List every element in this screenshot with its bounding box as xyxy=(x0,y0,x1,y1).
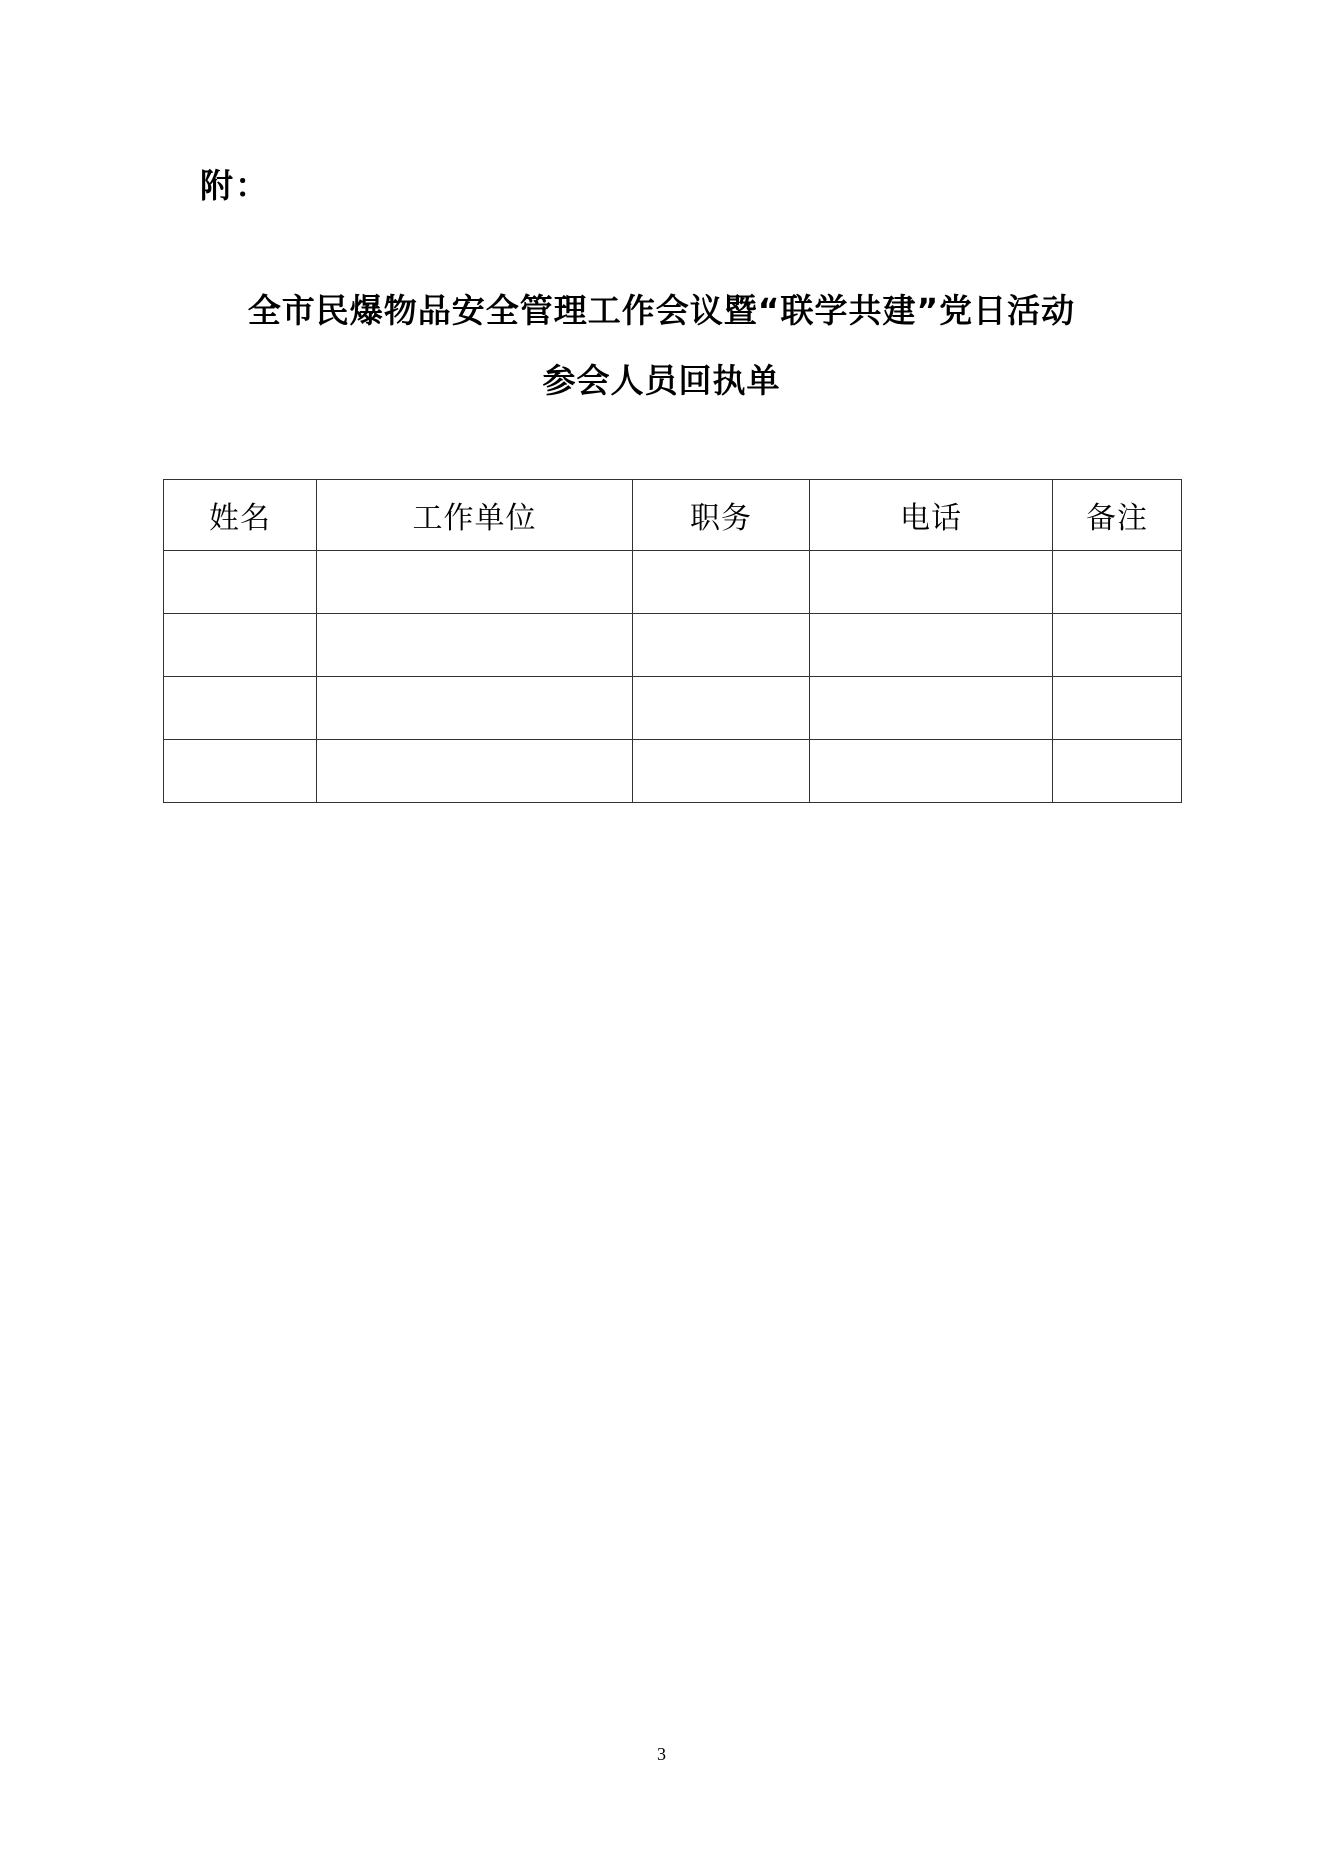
table-cell-name[interactable] xyxy=(164,551,317,614)
header-remarks: 备注 xyxy=(1053,480,1182,551)
attendee-receipt-table xyxy=(163,479,1182,803)
document-title-line-2: 参会人员回执单 xyxy=(542,361,781,400)
page-number: 3 xyxy=(657,1744,666,1764)
table-cell-work-unit[interactable] xyxy=(317,551,633,614)
table-cell-position[interactable] xyxy=(633,740,810,803)
table-row xyxy=(164,677,1182,740)
table-cell-remarks[interactable] xyxy=(1053,551,1182,614)
table-cell-work-unit[interactable] xyxy=(317,614,633,677)
header-name: 姓名 xyxy=(164,480,317,551)
table-cell-position[interactable] xyxy=(633,614,810,677)
table-row xyxy=(164,551,1182,614)
table-cell-position[interactable] xyxy=(633,677,810,740)
document-title-line-1: 全市民爆物品安全管理工作会议暨“联学共建”党日活动 xyxy=(247,291,1076,330)
table-cell-work-unit[interactable] xyxy=(317,740,633,803)
table-cell-phone[interactable] xyxy=(810,614,1053,677)
table-row xyxy=(164,740,1182,803)
table-cell-name[interactable] xyxy=(164,740,317,803)
header-work-unit: 工作单位 xyxy=(317,480,633,551)
attachment-label: 附： xyxy=(200,166,270,205)
header-position: 职务 xyxy=(633,480,810,551)
table-cell-remarks[interactable] xyxy=(1053,740,1182,803)
table-cell-position[interactable] xyxy=(633,551,810,614)
table-cell-phone[interactable] xyxy=(810,551,1053,614)
table-cell-work-unit[interactable] xyxy=(317,677,633,740)
header-phone: 电话 xyxy=(810,480,1053,551)
table-cell-name[interactable] xyxy=(164,614,317,677)
table-cell-remarks[interactable] xyxy=(1053,677,1182,740)
table-cell-remarks[interactable] xyxy=(1053,614,1182,677)
table-cell-name[interactable] xyxy=(164,677,317,740)
table-header-row xyxy=(164,480,1182,551)
table-row xyxy=(164,614,1182,677)
table-cell-phone[interactable] xyxy=(810,740,1053,803)
table-cell-phone[interactable] xyxy=(810,677,1053,740)
